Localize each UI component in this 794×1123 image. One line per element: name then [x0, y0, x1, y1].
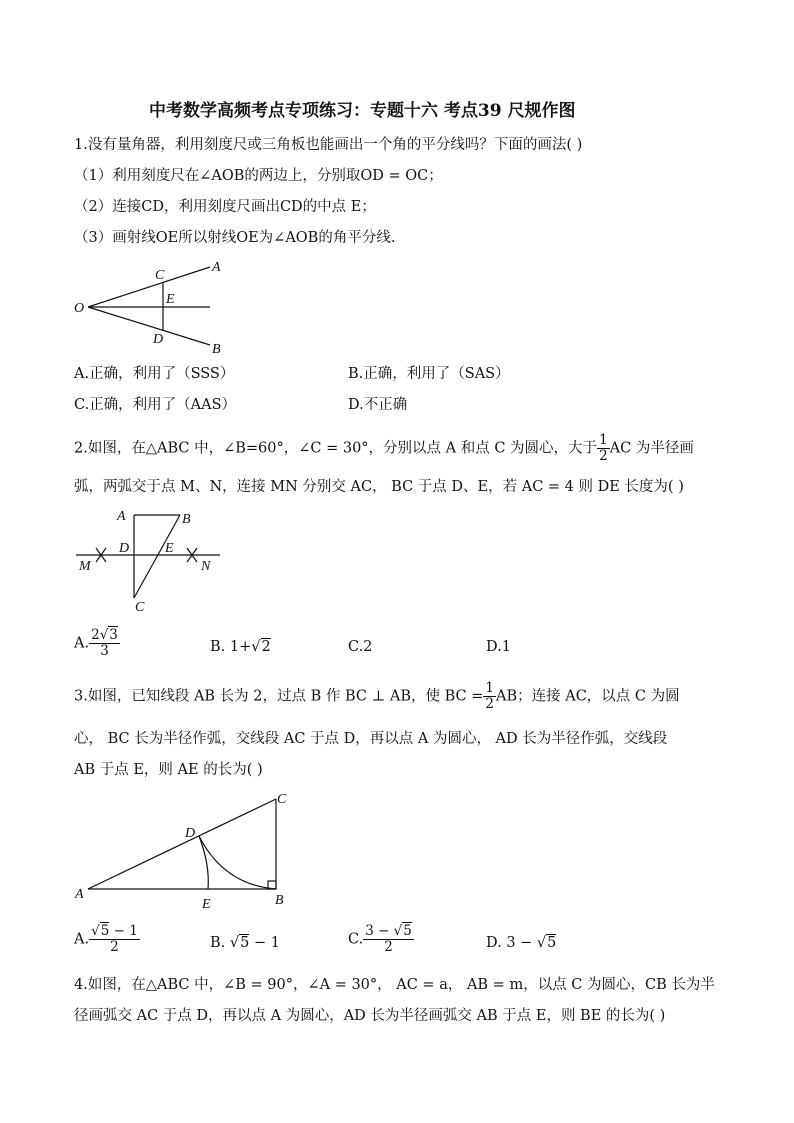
q3-opt-c-head: 3 − [365, 923, 394, 939]
q3-opt-c-rad: 5 [403, 923, 412, 939]
q3-opt-c-den: 2 [384, 939, 393, 955]
q2-line1 [74, 433, 694, 464]
label-A: A [117, 509, 126, 524]
label-D: D [119, 541, 130, 556]
q2-opt-a-rad: 3 [109, 627, 118, 643]
q2-option-b-label: B. 1+ [210, 639, 252, 655]
label-B: B [182, 512, 191, 527]
q3-opt-b-rad: 5 [240, 935, 250, 951]
q3-frac-num: 1 [485, 680, 494, 696]
q3-frac-den: 2 [485, 696, 494, 712]
q3-line1-b: AB；连接 AC，以点 C 为圆 [495, 688, 680, 705]
q2-line2: 弧，两弧交于点 M、N，连接 MN 分别交 AC， BC 于点 D、E，若 AC = 4 则 DE 长度为( ) [74, 479, 684, 495]
q1-figure [70, 255, 240, 355]
q2-option-a-fraction: $\frac{2√3}{3}$ [91, 627, 118, 659]
label-D: D [153, 332, 164, 347]
segment-AC [88, 799, 276, 889]
label-D: D [185, 826, 196, 841]
q3-option-a [74, 924, 140, 955]
label-B: B [275, 893, 284, 908]
label-C: C [277, 792, 287, 807]
q4-line2: 径画弧交 AC 于点 D，再以点 A 为圆心，AD 长为半径画弧交 AB 于点 E，则 BE 的长为( ) [74, 1008, 666, 1024]
arc-center-C [199, 836, 276, 889]
label-A: A [75, 887, 84, 902]
q2-frac-den: 2 [599, 448, 608, 464]
q3-line3: AB 于点 E，则 AE 的长为( ) [74, 762, 263, 778]
label-E: E [165, 541, 174, 556]
q2-option-a [74, 628, 120, 659]
q2-option-b: B. 1+√2 [210, 639, 271, 655]
q1-option-a: A.正确，利用了（SSS） [74, 366, 235, 382]
q2-line1-b: AC 为半径画 [609, 440, 694, 457]
q3-line1-a: 3.如图，已知线段 AB 长为 2，过点 B 作 BC ⊥ AB，使 BC = [74, 688, 484, 705]
q3-option-b-label: B. [210, 935, 230, 951]
q1-option-c: C.正确，利用了（AAS） [74, 397, 237, 413]
label-C: C [155, 268, 165, 283]
q3-option-c-fraction: $\frac{3 - √5}{2}$ [365, 923, 412, 955]
q3-opt-a-rad: 5 [100, 923, 110, 939]
q1-stem: 1.没有量角器，利用刻度尺或三角板也能画出一个角的平分线吗？下面的画法( ) [74, 137, 583, 153]
q4-line1: 4.如图，在△ABC 中，∠B = 90°，∠A = 30°， AC = a， AB = m，以点 C 为圆心，CB 长为半 [74, 977, 715, 993]
q3-line1 [74, 681, 680, 712]
q2-opt-b-rad: 2 [261, 639, 271, 655]
label-E: E [166, 292, 175, 307]
q1-option-b: B.正确，利用了（SAS） [348, 366, 510, 382]
q3-opt-d-rad: 5 [547, 935, 557, 951]
q3-figure [70, 785, 300, 915]
q3-fraction-half [483, 681, 496, 712]
q2-line1-a: 2.如图，在△ABC 中，∠B=60°，∠C = 30°，分别以点 A 和点 C 为圆心，大于 [74, 440, 598, 457]
q1-step2: （2）连接CD，利用刻度尺画出CD的中点 E； [74, 199, 376, 215]
q3-opt-a-tail: − 1 [109, 923, 138, 939]
q2-option-d: D.1 [486, 639, 511, 655]
q2-frac-num: 1 [599, 432, 608, 448]
q3-option-c-label: C. [348, 931, 364, 948]
label-N: N [201, 559, 211, 574]
label-B: B [212, 342, 221, 355]
label-O: O [74, 301, 85, 316]
ray-OA [88, 267, 210, 307]
ray-OB [88, 307, 210, 345]
q2-option-a-label: A. [74, 635, 90, 652]
q2-option-c: C.2 [348, 639, 373, 655]
q3-opt-a-den: 2 [110, 939, 119, 955]
label-E: E [202, 897, 211, 912]
q3-option-d: D. 3 − √5 [486, 935, 557, 951]
q1-option-d: D.不正确 [348, 397, 408, 413]
q3-option-d-label: D. 3 − [486, 935, 537, 951]
q3-option-a-label: A. [74, 931, 90, 948]
q3-line2: 心， BC 长为半径作弧，交线段 AC 于点 D，再以点 A 为圆心， AD 长为半径作弧，交线段 [74, 731, 668, 747]
label-M: M [79, 559, 91, 574]
q2-opt-a-coef: 2 [91, 627, 100, 643]
q1-step3: （3）画射线OE所以射线OE为∠AOB的角平分线. [74, 230, 396, 246]
q3-option-a-fraction: $\frac{√5 - 1}{2}$ [91, 923, 138, 955]
q1-step1: （1）利用刻度尺在∠AOB的两边上，分别取OD = OC； [74, 168, 443, 184]
segment-BC [134, 515, 180, 598]
q3-opt-b-tail: − 1 [249, 935, 280, 951]
q3-option-b: B. √5 − 1 [210, 935, 280, 951]
q3-option-c [348, 924, 414, 955]
q2-opt-a-den: 3 [100, 643, 109, 659]
page-title: 中考数学高频考点专项练习：专题十六 考点39 尺规作图 [149, 101, 576, 121]
q2-fraction-half [597, 433, 610, 464]
label-A: A [212, 260, 221, 275]
label-C: C [135, 600, 145, 615]
q2-figure [70, 503, 240, 618]
